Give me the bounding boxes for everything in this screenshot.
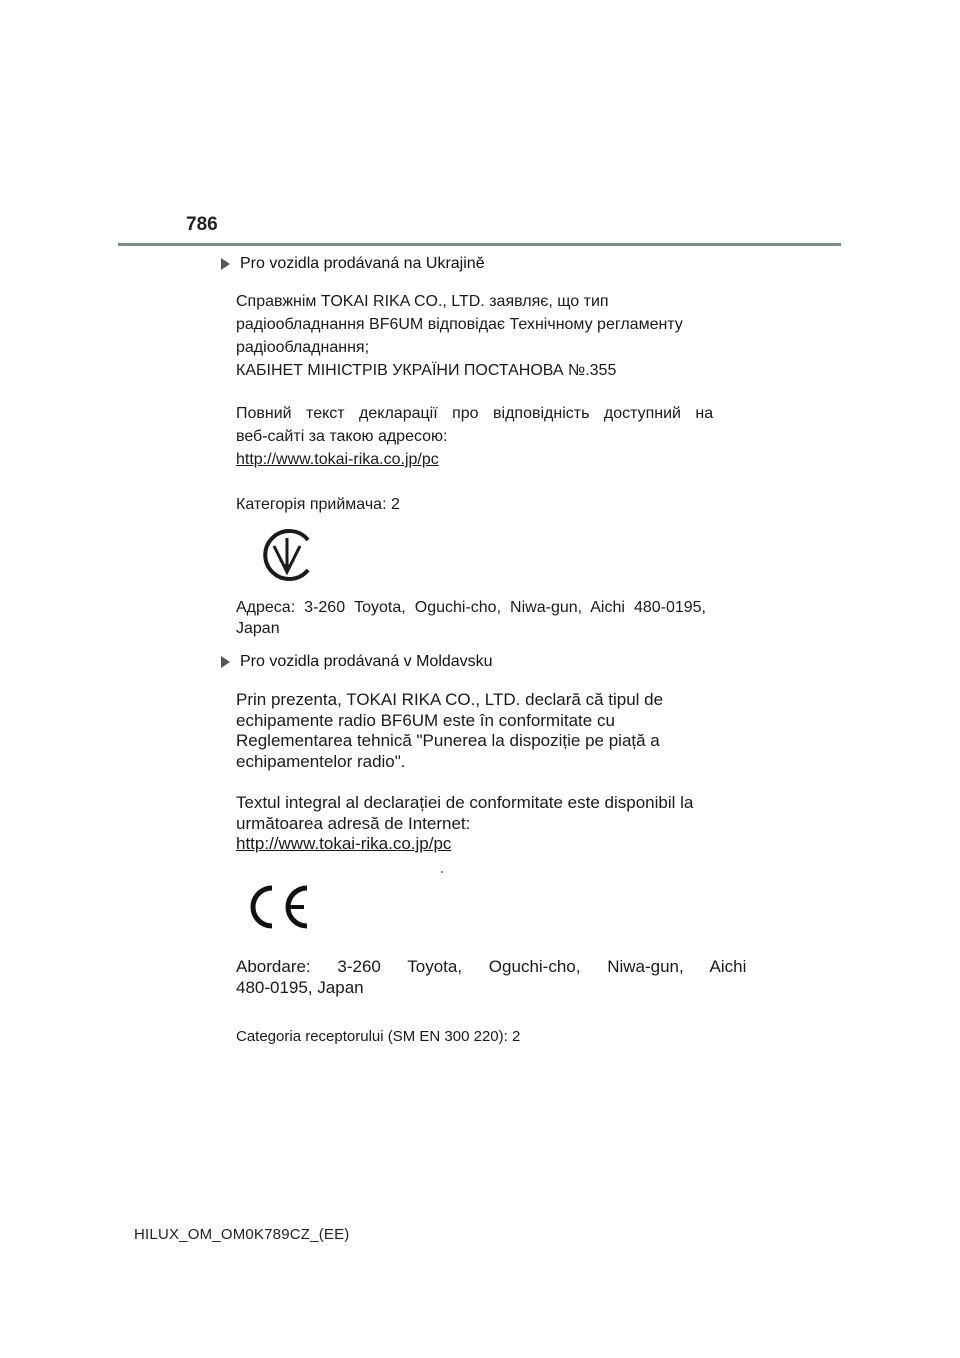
triangle-bullet-icon <box>221 656 230 668</box>
page-footer: HILUX_OM_OM0K789CZ_(EE) <box>134 1226 350 1243</box>
triangle-bullet-icon <box>221 258 230 270</box>
ce-mark-icon <box>244 882 314 932</box>
declaration-line: echipamente radio BF6UM este în conformitate cu <box>236 710 615 730</box>
ukrainian-conformity-mark-icon <box>258 526 316 584</box>
declaration-line: Справжнім TOKAI RIKA CO., LTD. заявляє, що тип <box>236 293 609 310</box>
header-rule <box>118 243 841 246</box>
address-line: Адреса: 3-260 Toyota, Oguchi-cho, Niwa-gun, Aichi 480-0195, <box>236 599 706 616</box>
address-line: Japan <box>236 620 280 637</box>
moldova-fulltext <box>236 793 706 855</box>
section-heading-ukraine <box>221 255 485 273</box>
declaration-line: echipamentelor radio". <box>236 751 406 771</box>
section-heading-text: Pro vozidla prodávaná v Moldavsku <box>240 653 493 670</box>
declaration-line: Prin prezenta, TOKAI RIKA CO., LTD. declară că tipul de <box>236 690 664 709</box>
declaration-line: радіообладнання; <box>236 339 370 356</box>
address-line: Abordare: 3-260 Toyota, Oguchi-cho, Niwa-gun, Aichi <box>236 957 747 976</box>
ukraine-url-link[interactable]: http://www.tokai-rika.co.jp/pc <box>236 451 439 468</box>
declaration-line: Reglementarea tehnică "Punerea la dispoziție pe piață a <box>236 731 660 750</box>
fulltext-line: Textul integral al declarației de conformitate este disponibil la <box>236 793 694 812</box>
page-number: 786 <box>186 214 218 235</box>
fulltext-line: веб-сайті за такою адресою: <box>236 428 448 445</box>
moldova-url-link[interactable]: http://www.tokai-rika.co.jp/pc <box>236 834 452 853</box>
moldova-address <box>236 957 747 998</box>
address-line: 480-0195, Japan <box>236 977 364 997</box>
moldova-receiver-category: Categoria receptorului (SM EN 300 220): 2 <box>236 1028 521 1045</box>
declaration-line: КАБІНЕТ МІНІСТРІВ УКРАЇНИ ПОСТАНОВА №.355 <box>236 362 617 379</box>
fulltext-line: Повний текст декларації про відповідність доступний на <box>236 405 714 422</box>
declaration-line: радіообладнання BF6UM відповідає Технічному регламенту <box>236 316 683 333</box>
section-heading-text: Pro vozidla prodávaná na Ukrajině <box>240 255 485 272</box>
section-heading-moldova <box>221 653 493 671</box>
ukraine-fulltext <box>236 402 714 471</box>
moldova-declaration <box>236 690 706 772</box>
ukraine-receiver-category: Категорія приймача: 2 <box>236 496 400 513</box>
stray-dot <box>441 871 443 873</box>
ukraine-address <box>236 597 706 639</box>
fulltext-line: următoarea adresă de Internet: <box>236 813 471 833</box>
ukraine-declaration <box>236 290 706 382</box>
